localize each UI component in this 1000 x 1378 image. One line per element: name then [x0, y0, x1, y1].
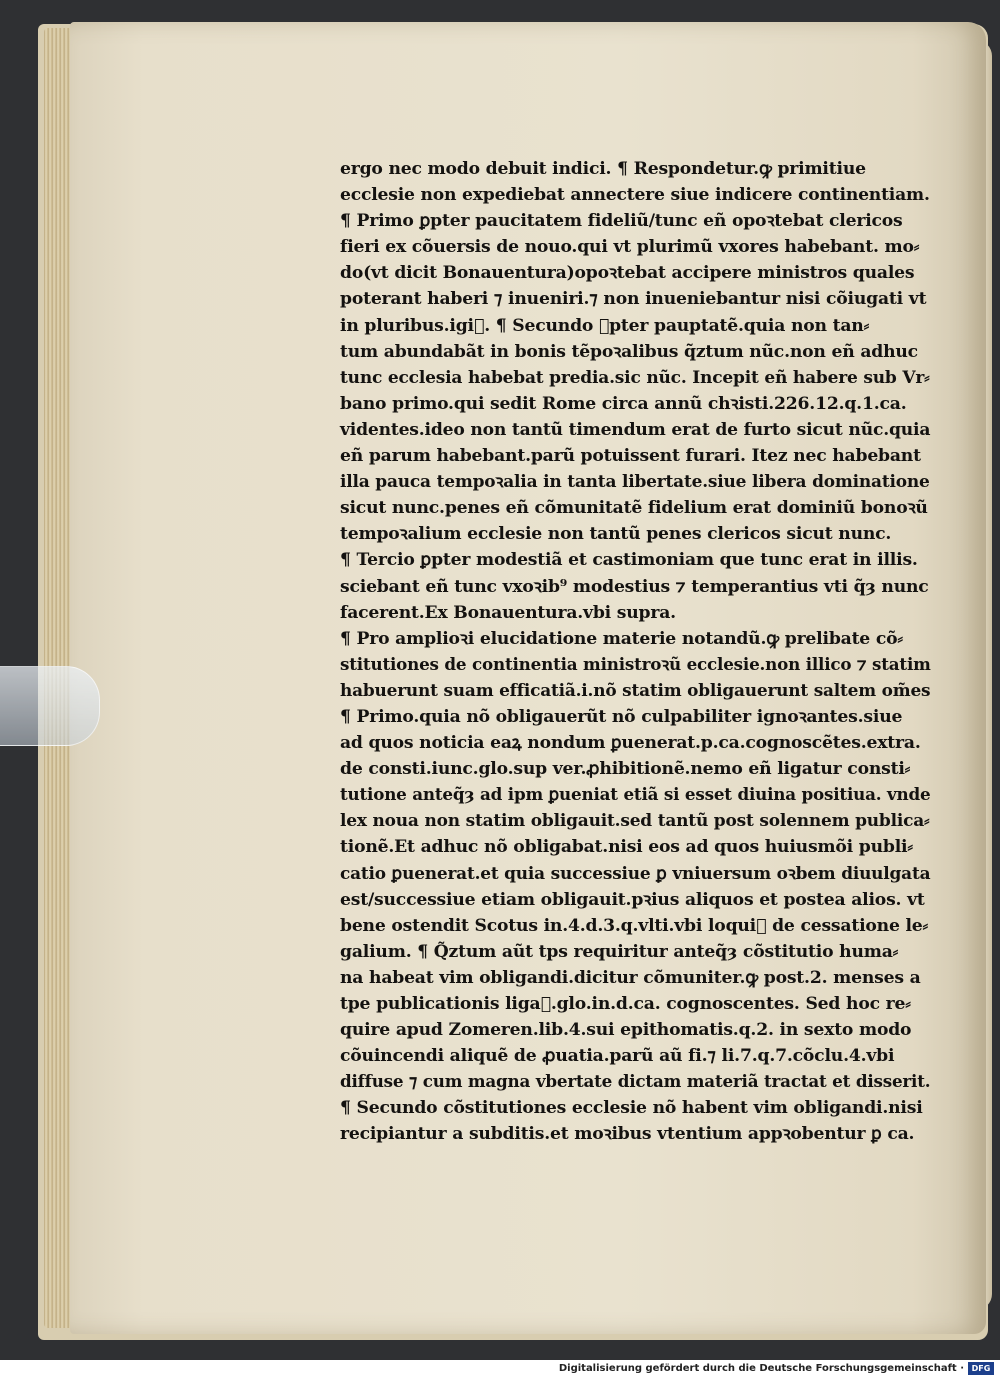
glass-clip — [0, 666, 100, 746]
text-line: ¶ Primo.quia nõ obligauerũt nõ culpabiliter ignoꝛantes.siue — [340, 706, 903, 727]
text-line: tum abundabãt in bonis tẽpoꝛalibus q̃ztum nũc.non eñ adhuc — [340, 341, 918, 362]
dfg-logo-icon: DFG — [968, 1362, 994, 1375]
text-line: tionẽ.Et adhuc nõ obligabat.nisi eos ad quos huiusmõi publi⸗ — [340, 837, 913, 858]
text-line: quire apud Zomeren.lib.4.sui epithomatis.q.2. in sexto modo — [340, 1020, 912, 1041]
text-line: facerent.Ex Bonauentura.vbi supra. — [340, 602, 676, 623]
page-text — [340, 156, 930, 1148]
text-line: stitutiones de continentia ministroꝛũ ecclesie.non illico ⁊ statim — [340, 654, 931, 675]
text-line: tunc ecclesia habebat predia.sic nũc. Incepit eñ habere sub Vr⸗ — [340, 367, 930, 388]
text-line: fieri ex cõuersis de nouo.qui vt plurimũ vxores habebant. mo⸗ — [340, 237, 920, 258]
text-line: catio ꝑuenerat.et quia successiue ꝑ vniuersum oꝛbem diuulgata — [340, 863, 931, 884]
text-line: ¶ Primo ꝑpter paucitatem fideliũ/tunc eñ opoꝛtebat clericos — [340, 211, 903, 232]
text-line: in pluribus.igiᷓ. ¶ Secundo ꝑpter pauptatẽ.quia non tan⸗ — [340, 315, 870, 336]
text-line: ad quos noticia eaꝝ nondum ꝑuenerat.p.ca.cognoscẽtes.extra. — [340, 733, 921, 754]
text-line: est/successiue etiam obligauit.pꝛius aliquos et postea alios. vt — [340, 889, 925, 910]
text-line: lex noua non statim obligauit.sed tantũ post solennem publica⸗ — [340, 811, 930, 832]
text-line: ¶ Pro amplioꝛi elucidatione materie notandũ.ꝙ prelibate cõ⸗ — [340, 628, 903, 649]
text-line: eñ parum habebant.parũ potuissent furari. Itez nec habebant — [340, 446, 921, 467]
text-line: ¶ Tercio ꝑpter modestiã et castimoniam que tunc erat in illis. — [340, 550, 918, 571]
funding-credit: Digitalisierung gefördert durch die Deutsche Forschungsgemeinschaft · — [558, 1363, 964, 1374]
text-line: illa pauca tempoꝛalia in tanta libertate.siue libera dominatione — [340, 472, 930, 493]
text-line: ecclesie non expediebat annectere siue indicere continentiam. — [340, 185, 930, 206]
text-line: tempoꝛalium ecclesie non tantũ penes clericos sicut nunc. — [340, 524, 892, 545]
text-line: diffuse ⁊ cum magna vbertate dictam materiã tractat et disserit. — [340, 1072, 931, 1093]
text-line: na habeat vim obligandi.dicitur cõmuniter.ꝙ post.2. menses a — [340, 967, 921, 988]
text-line: tpe publicationis ligaᷓ.glo.in.d.ca. cognoscentes. Sed hoc re⸗ — [340, 994, 911, 1014]
text-line: ergo nec modo debuit indici. ¶ Respondetur.ꝙ primitiue — [340, 159, 866, 179]
text-line: galium. ¶ Q̃ztum aũt tps requiritur anteq̃ȝ cõstitutio huma⸗ — [340, 941, 899, 962]
text-line: bene ostendit Scotus in.4.d.3.q.vlti.vbi loquiᷓ de cessatione le⸗ — [340, 915, 929, 936]
text-line: sicut nunc.penes eñ cõmunitatẽ fidelium erat dominiũ bonoꝛũ — [340, 498, 928, 519]
text-line: cõuincendi aliquẽ de ꝓuatia.parũ aũ fi.⁊ li.7.q.7.cõclu.4.vbi — [340, 1046, 895, 1067]
text-line: bano primo.qui sedit Rome circa annũ chꝛisti.226.12.q.1.ca. — [340, 393, 907, 414]
text-line: recipiantur a subditis.et moꝛibus vtentium appꝛobentur ꝑ ca. — [340, 1124, 915, 1145]
text-line: do(vt dicit Bonauentura)opoꝛtebat accipere ministros quales — [340, 263, 915, 284]
text-line: ¶ Secundo cõstitutiones ecclesie nõ habent vim obligandi.nisi — [340, 1098, 923, 1119]
text-line: habuerunt suam efficatiã.i.nõ statim obligauerunt saltem om̃es — [340, 680, 931, 701]
text-line: tutione anteq̃ȝ ad ipm ꝑueniat etiã si esset diuina positiua. vnde — [340, 785, 931, 806]
text-line: sciebant eñ tunc vxoꝛib⁹ modestius ⁊ temperantius vti q̃ȝ nunc — [340, 576, 929, 597]
text-line: poterant haberi ⁊ inueniri.⁊ non inueniebantur nisi cõiugati vt — [340, 289, 927, 310]
text-line: de consti.iunc.glo.sup ver.ꝓhibitionẽ.nemo eñ ligatur consti⸗ — [340, 759, 911, 780]
text-line: videntes.ideo non tantũ timendum erat de furto sicut nũc.quia — [340, 419, 931, 440]
